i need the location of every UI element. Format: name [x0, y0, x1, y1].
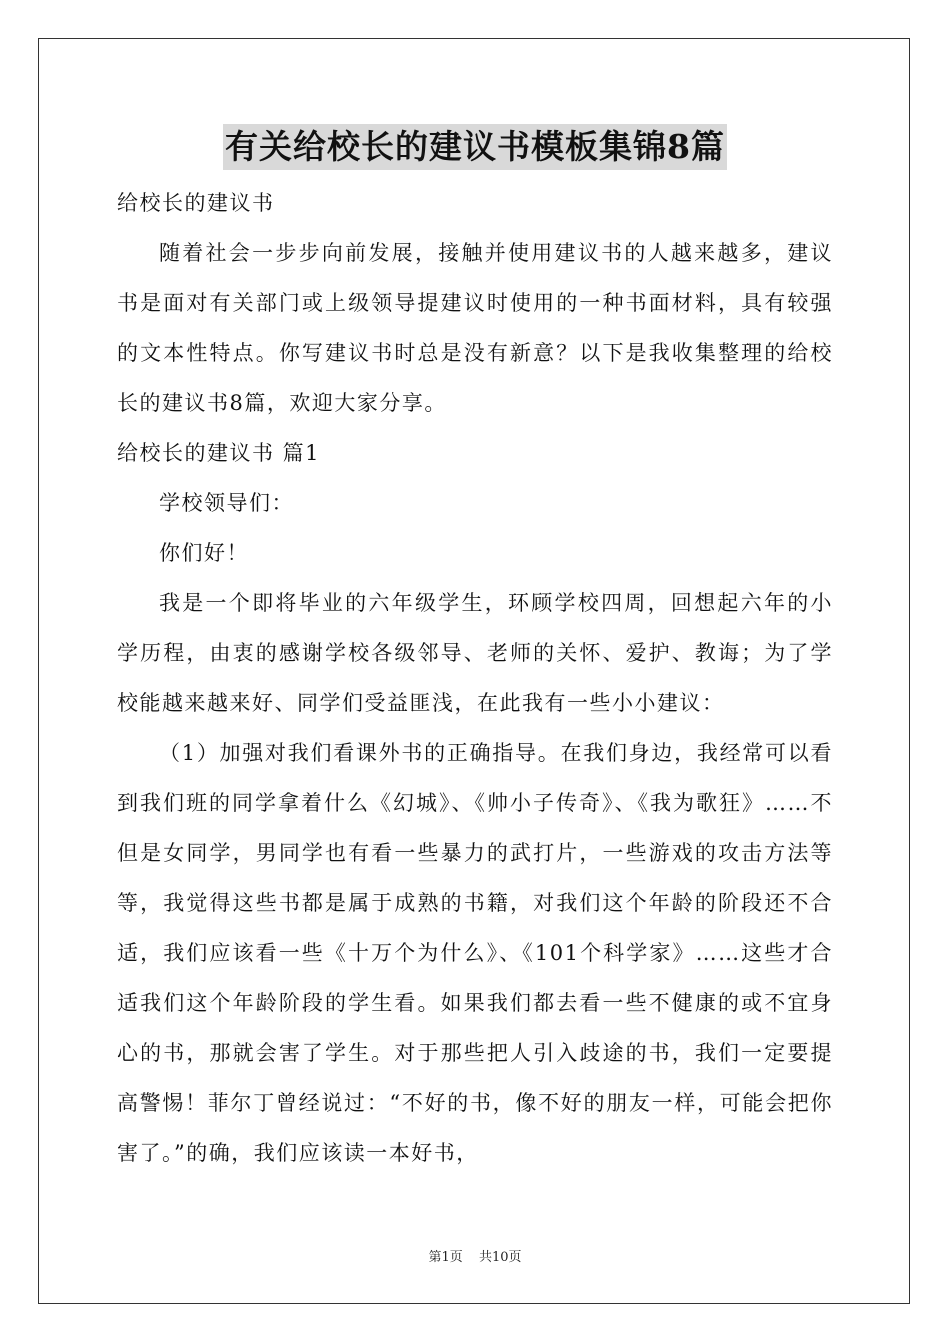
page-total: 共10页 [478, 1250, 522, 1265]
document-body [117, 178, 833, 1178]
section-heading: 给校长的建议书 [117, 191, 275, 215]
greeting: 你们好！ [159, 541, 249, 565]
intro-paragraph: 随着社会一步步向前发展，接触并使用建议书的人越来越多，建议书是面对有关部门或上级领导提建议时使用的一种书面材料，具有较强的文本性特点。你写建议书时总是没有新意？以下是我收集整理的给校长的建议书8篇，欢迎大家分享。 [117, 241, 833, 415]
salutation: 学校领导们： [159, 491, 294, 515]
letter-heading: 给校长的建议书 篇1 [117, 441, 321, 465]
page-number: 第1页 [428, 1250, 463, 1265]
document-title: 有关给校长的建议书模板集锦8篇 [223, 124, 727, 170]
page-footer [0, 1246, 950, 1265]
body-paragraph: 我是一个即将毕业的六年级学生，环顾学校四周，回想起六年的小学历程，由衷的感谢学校各级邻导、老师的关怀、爱护、教诲；为了学校能越来越来好、同学们受益匪浅，在此我有一些小小建议： [117, 591, 833, 715]
title-wrapper [0, 124, 950, 170]
body-paragraph: （1）加强对我们看课外书的正确指导。在我们身边，我经常可以看到我们班的同学拿着什么《幻城》、《帅小子传奇》、《我为歌狂》……不但是女同学，男同学也有看一些暴力的武打片，一些游戏的攻击方法等等，我觉得这些书都是属于成熟的书籍，对我们这个年龄的阶段还不合适，我们应该看一些《十万个为什么》、《101个科学家》……这些才合适我们这个年龄阶段的学生看。如果我们都去看一些不健康的或不宜身心的书，那就会害了学生。对于那些把人引入歧途的书，我们一定要提高警惕！菲尔丁曾经说过：“不好的书，像不好的朋友一样，可能会把你害了。”的确，我们应该读一本好书， [117, 741, 833, 1165]
